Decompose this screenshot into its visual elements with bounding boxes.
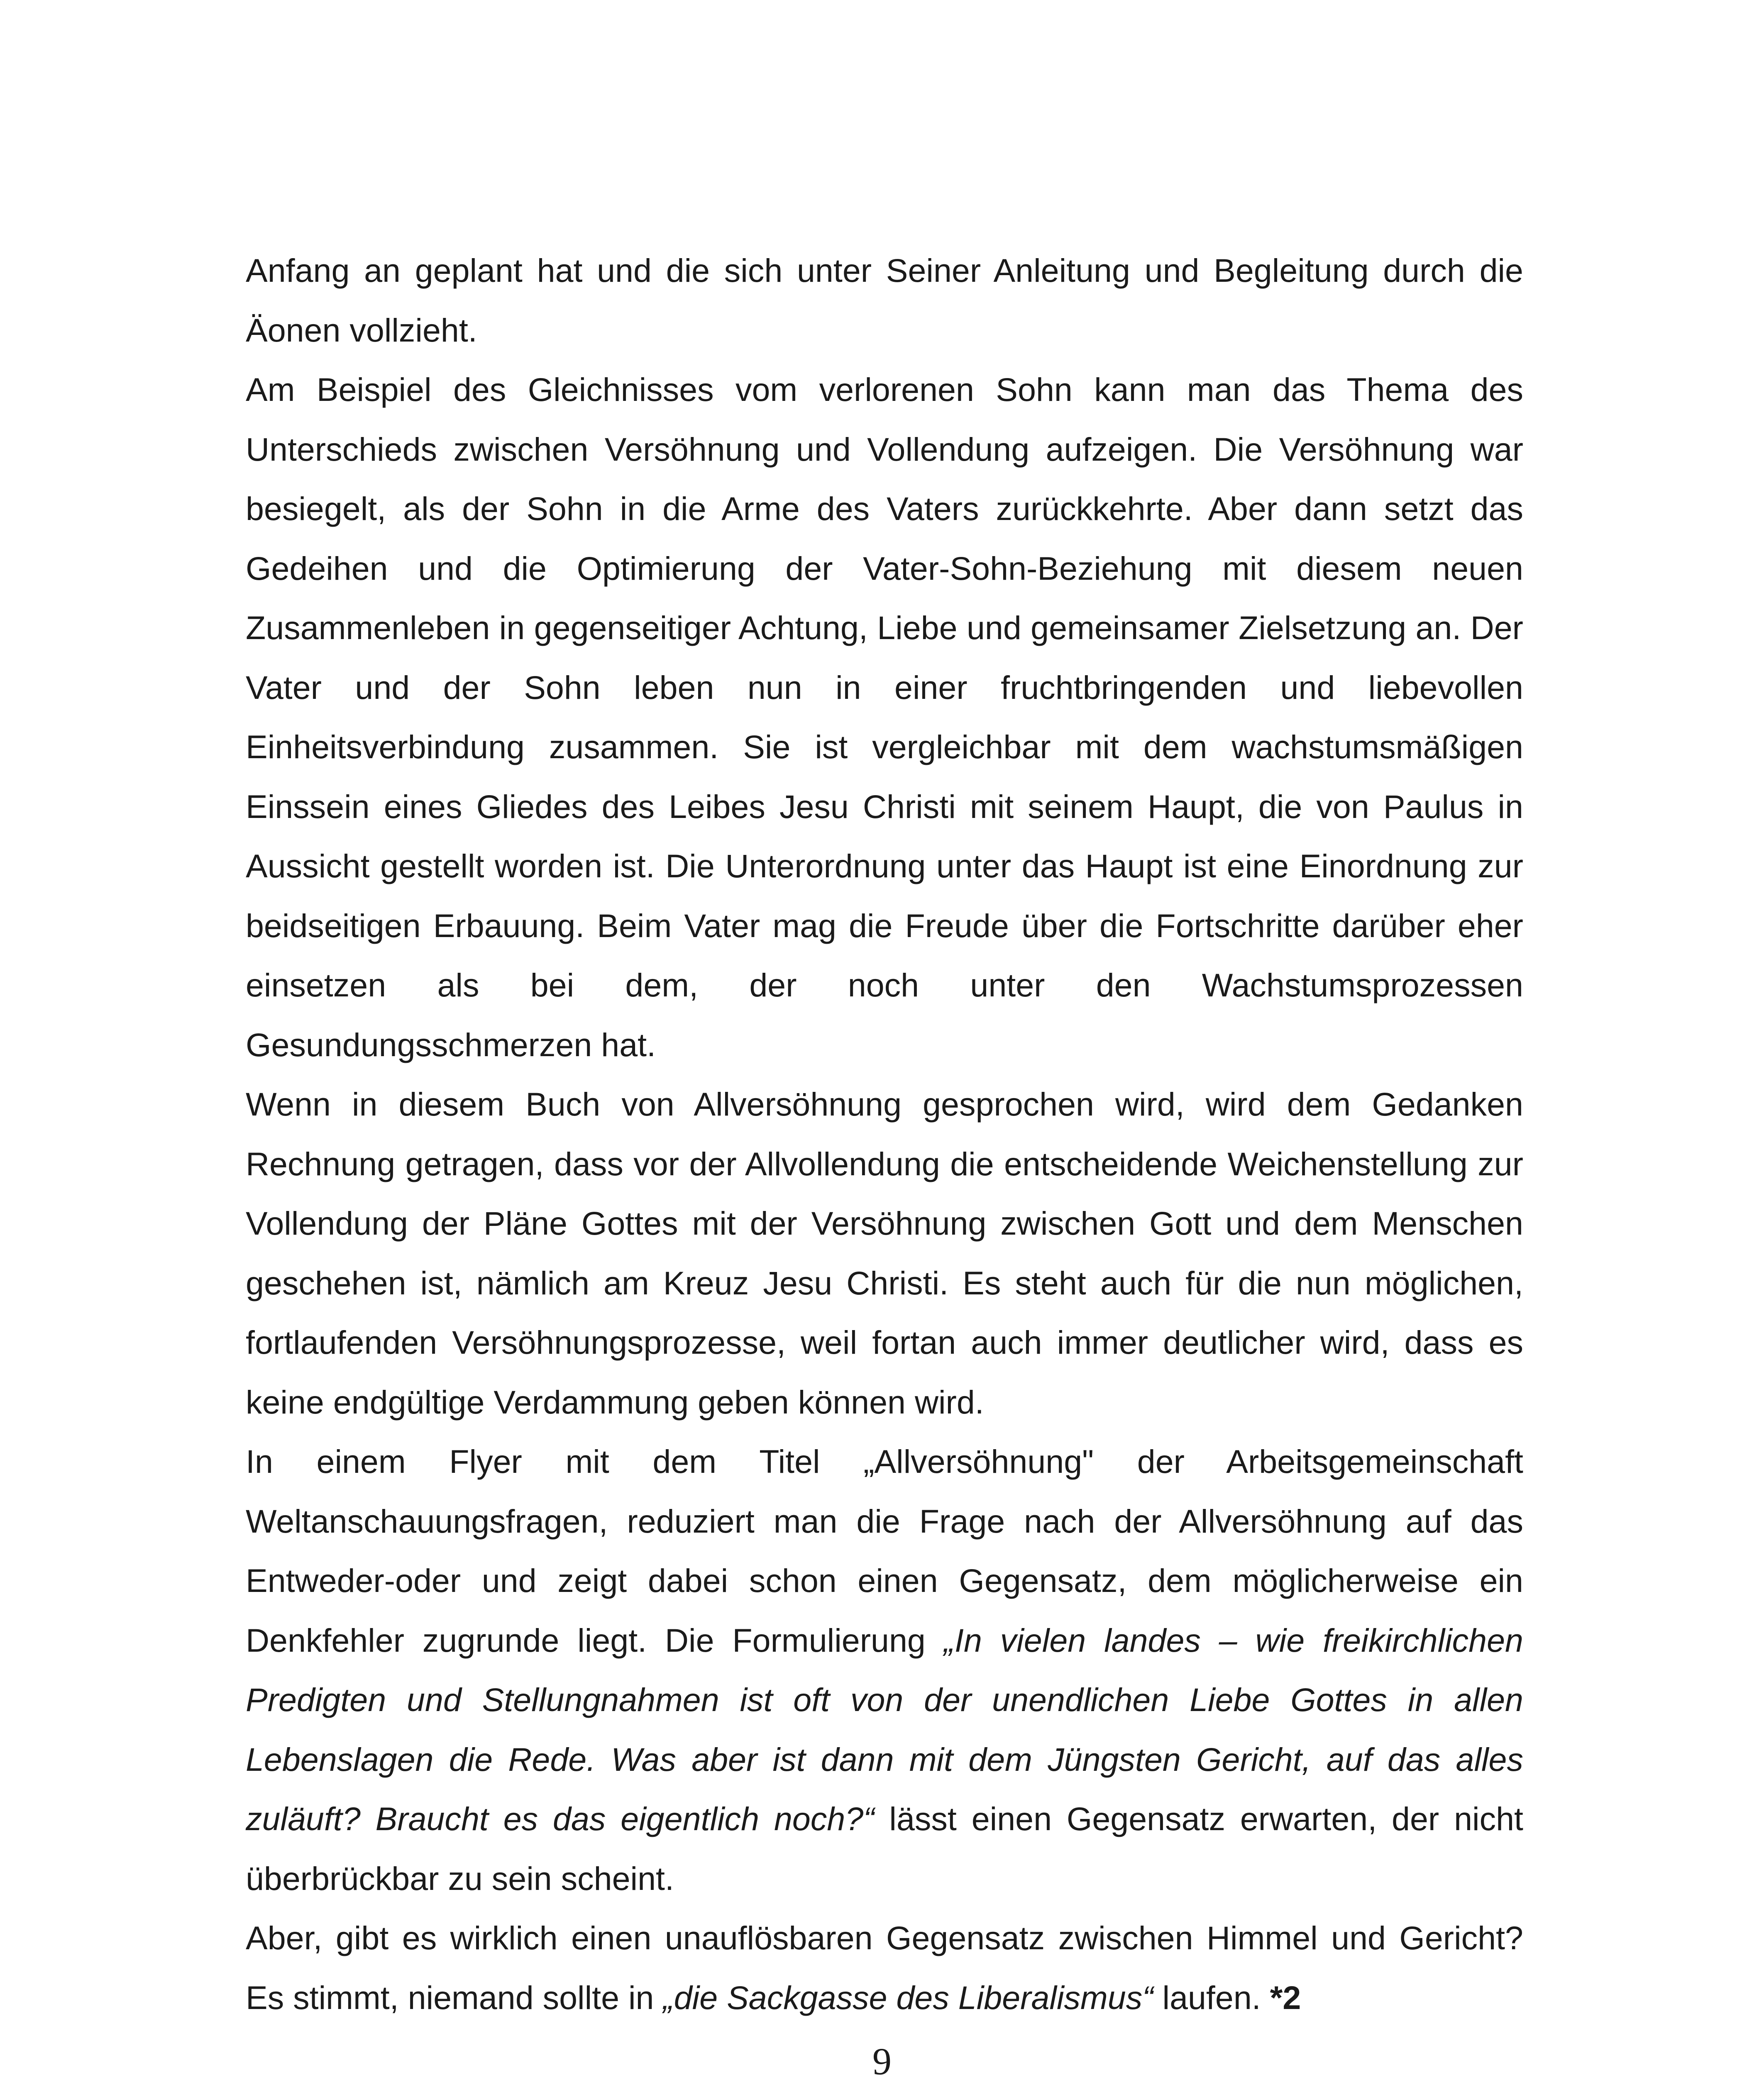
page-number: 9 [872,2040,892,2075]
paragraph [246,241,1523,360]
text-segment: Wenn in diesem Buch von Allversöhnung gesprochen wird, wird dem Gedanken Rechnung getragen, dass vor der Allvollendung die entscheidende Weichenstellung zur Vollendung der Pläne Gottes mit der Versöhnung zwischen Gott und dem Menschen geschehen ist, nämlich am Kreuz Jesu Christi. Es steht auch für die nun möglichen, fortlaufenden Versöhnungsprozesse, weil fortan auch immer deutlicher wird, dass es keine endgültige Verdammung geben können wird. [246,1086,1523,1421]
paragraph [246,1432,1523,1908]
quotation-italic: „In vielen landes – wie freikirchlichen Predigten und Stellungnahmen ist oft von der unendlichen Liebe Gottes in allen Lebenslagen die Rede. Was aber ist dann mit dem Jüngsten Gericht, auf das alles zuläuft? Braucht es das eigentlich noch?“ [246,1621,1523,1837]
quotation-italic: „die Sackgasse des Liberalismus“ [663,1979,1153,2016]
text-segment: laufen. [1153,1979,1270,2016]
paragraph [246,1074,1523,1432]
paragraph [246,360,1523,1074]
text-segment: In einem Flyer mit dem Titel „Allversöhnung" der Arbeitsgemeinschaft Weltanschauungsfragen, reduziert man die Frage nach der Allversöhnung auf das Entweder-oder und zeigt dabei schon einen Gegensatz, dem möglicherweise ein Denkfehler zugrunde liegt. Die Formulierung [246,1443,1523,1659]
text-segment: lässt einen Gegensatz erwarten, der nicht überbrückbar zu sein scheint. [246,1800,1523,1897]
text-segment: Aber, gibt es wirklich einen unauflösbaren Gegensatz zwischen Himmel und Gericht? Es stimmt, niemand sollte in [246,1919,1523,2016]
paragraph [246,1908,1523,2027]
body-text [246,241,1523,2027]
text-segment: Anfang an geplant hat und die sich unter Seiner Anleitung und Begleitung durch die Äonen vollzieht. [246,252,1523,349]
text-segment: Am Beispiel des Gleichnisses vom verlorenen Sohn kann man das Thema des Unterschieds zwischen Versöhnung und Vollendung aufzeigen. Die Versöhnung war besiegelt, als der Sohn in die Arme des Vaters zurückkehrte. Aber dann setzt das Gedeihen und die Optimierung der Vater-Sohn-Beziehung mit diesem neuen Zusammenleben in gegenseitiger Achtung, Liebe und gemeinsamer Zielsetzung an. Der Vater und der Sohn leben nun in einer fruchtbringenden und liebevollen Einheitsverbindung zusammen. Sie ist vergleichbar mit dem wachstumsmäßigen Einssein eines Gliedes des Leibes Jesu Christi mit seinem Haupt, die von Paulus in Aussicht gestellt worden ist. Die Unterordnung unter das Haupt ist eine Einordnung zur beidseitigen Erbauung. Beim Vater mag die Freude über die Fortschritte darüber eher einsetzen als bei dem, der noch unter den Wachstumsprozessen Gesundungsschmerzen hat. [246,371,1523,1063]
footnote-reference: *2 [1270,1979,1301,2016]
